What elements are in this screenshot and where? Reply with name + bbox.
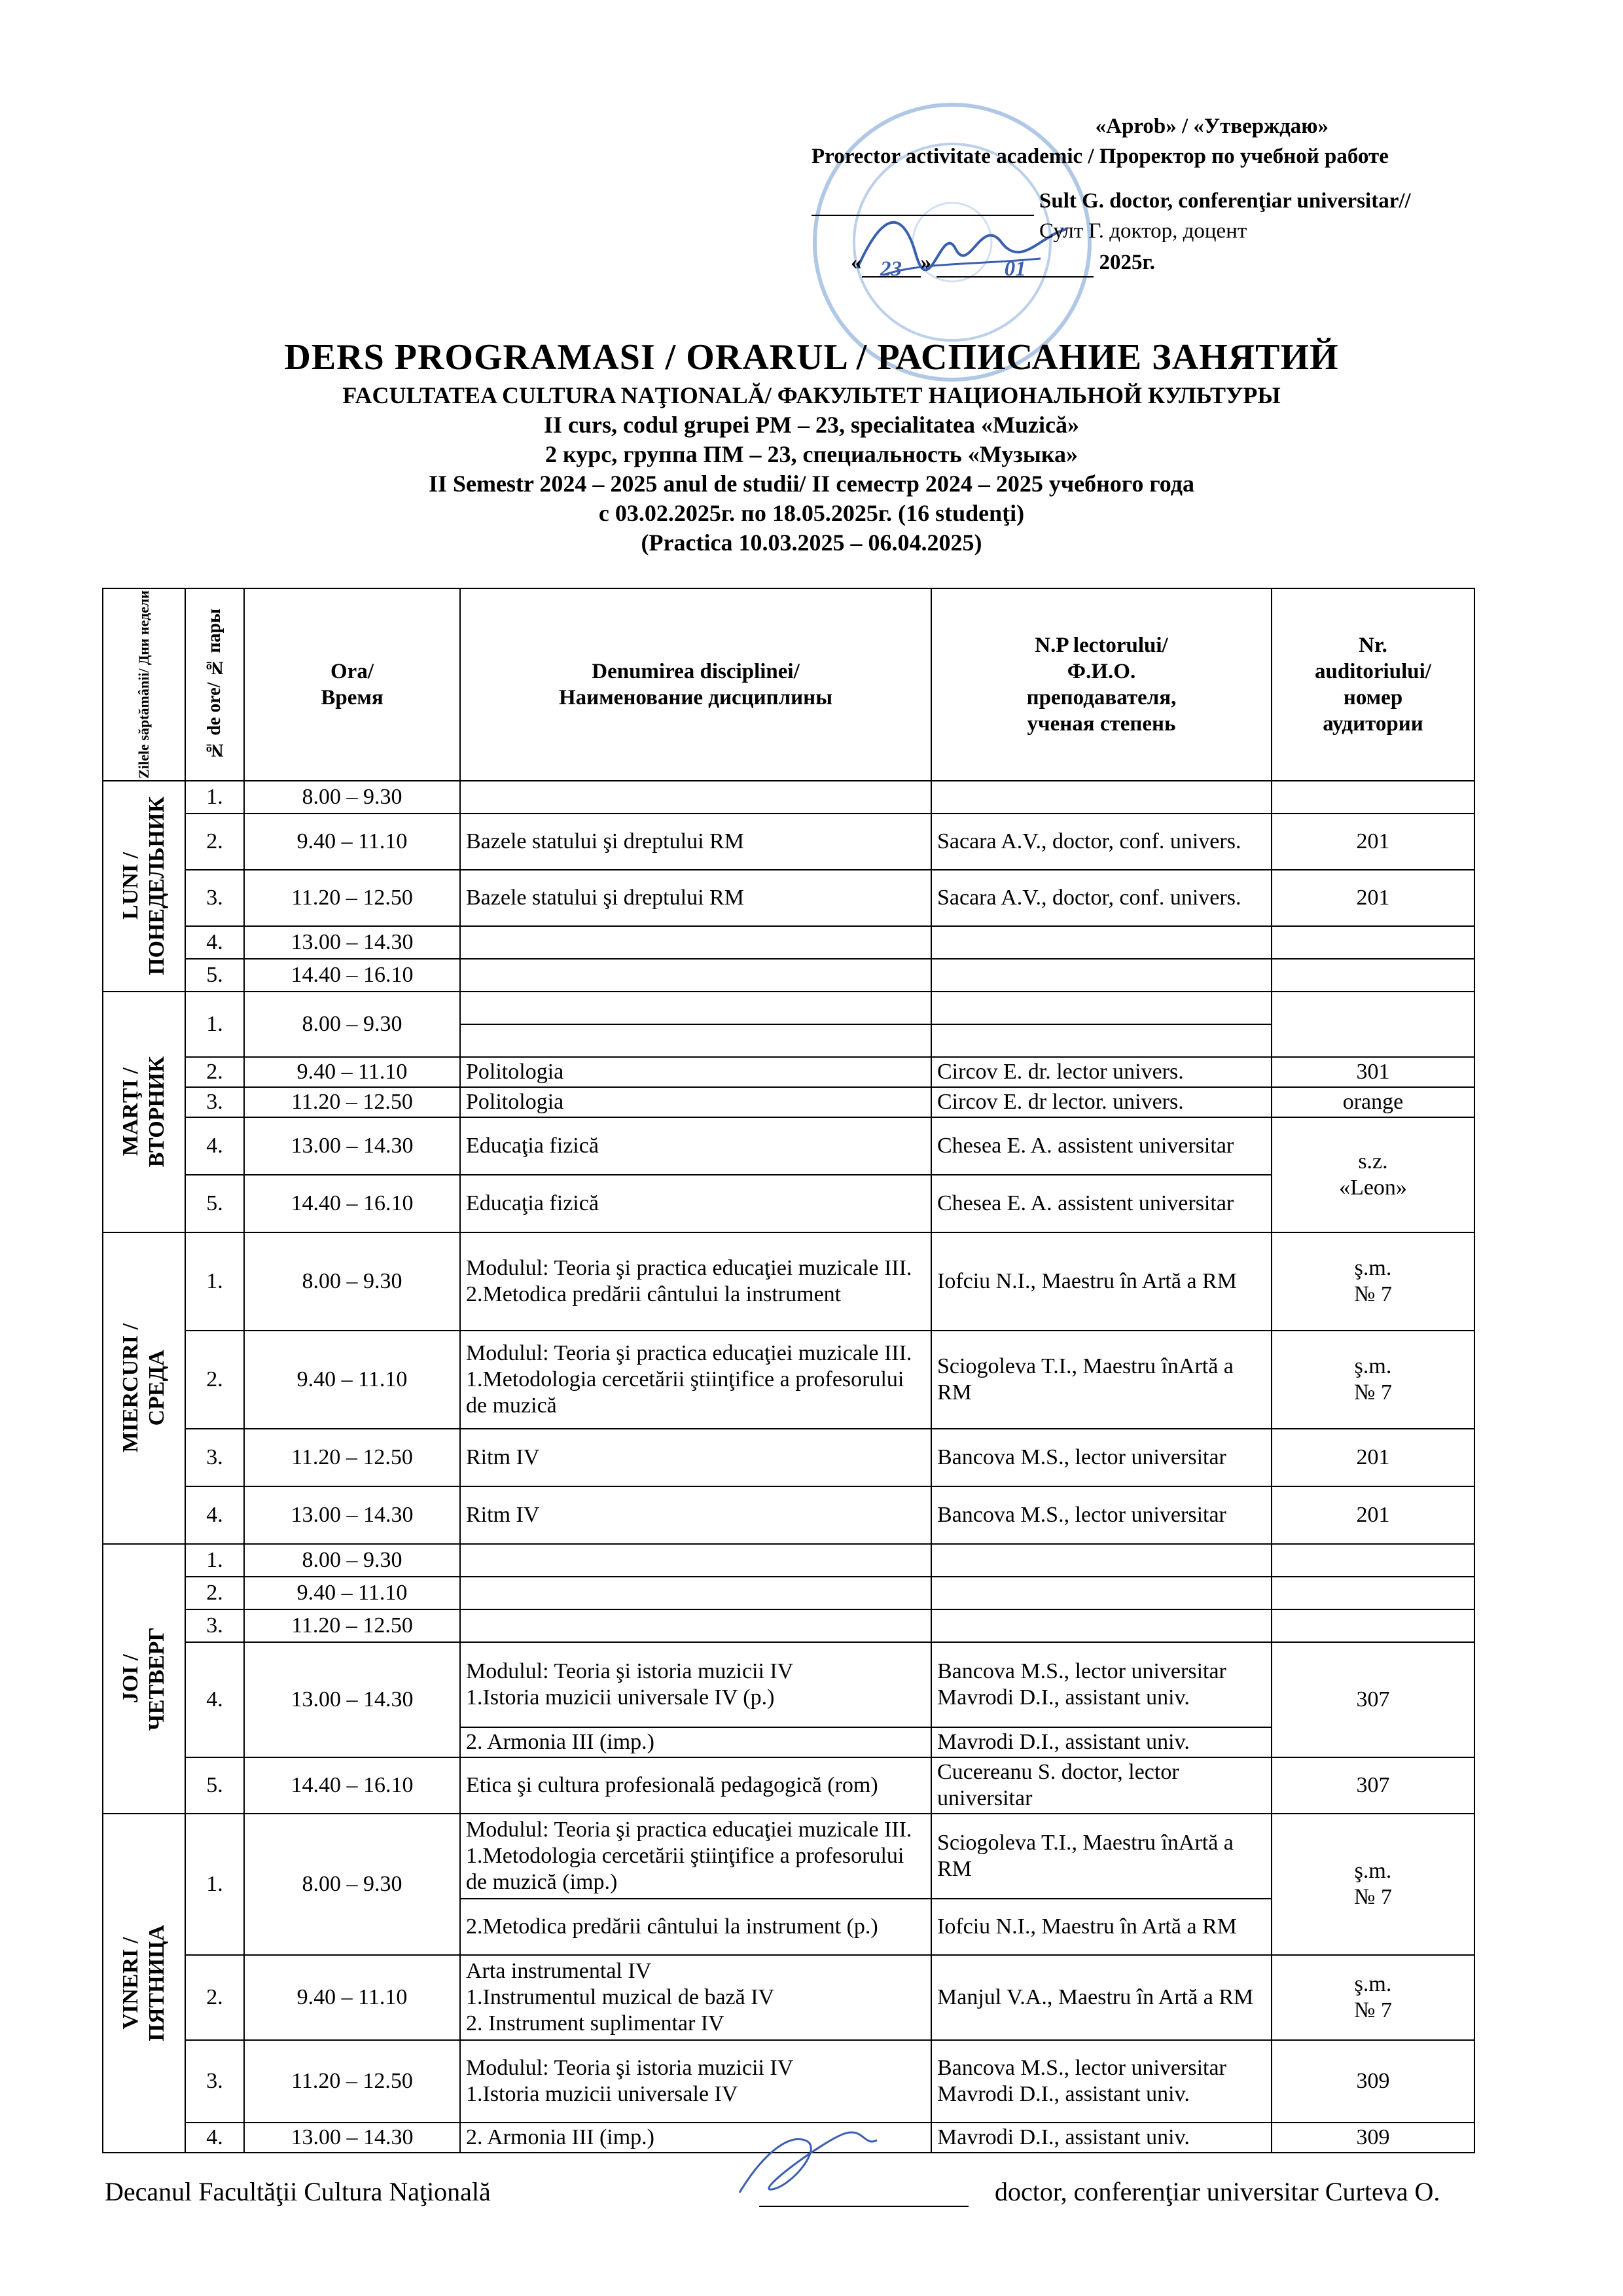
teacher-cell: Iofciu N.I., Maestru în Artă a RM	[931, 1899, 1272, 1955]
pair-num: 3.	[185, 1429, 244, 1486]
pair-num: 1.	[185, 1544, 244, 1577]
discipline-cell: 2. Armonia III (imp.)	[460, 1727, 931, 1757]
table-row	[103, 992, 1474, 1057]
pair-num: 1.	[185, 1232, 244, 1331]
discipline-cell	[460, 1609, 931, 1642]
document-title: DERS PROGRAMASI / ORARUL / РАСПИСАНИЕ ЗАНЯТИЙ	[284, 337, 1339, 378]
pair-time: 13.00 – 14.30	[244, 1117, 460, 1175]
room-cell: 307	[1272, 1642, 1474, 1757]
pair-time: 14.40 – 16.10	[244, 959, 460, 992]
room-cell	[1272, 926, 1474, 959]
pair-time: 13.00 – 14.30	[244, 2123, 460, 2153]
teacher-cell: Cucereanu S. doctor, lector universitar	[931, 1757, 1272, 1814]
pair-num: 4.	[185, 2123, 244, 2153]
discipline-cell: Bazele statului şi dreptului RM	[460, 814, 931, 870]
discipline-cell: Politologia	[460, 1057, 931, 1087]
pair-num: 1.	[185, 992, 244, 1057]
teacher-cell	[931, 959, 1272, 992]
teacher-cell	[931, 1544, 1272, 1577]
table-row	[103, 926, 1474, 959]
room-cell: ş.m. № 7	[1272, 1955, 1474, 2040]
pair-time: 13.00 – 14.30	[244, 926, 460, 959]
dean-title: doctor, conferenţiar universitar Curteva O.	[995, 2177, 1440, 2206]
teacher-cell: Bancova M.S., lector universitar	[931, 1486, 1272, 1544]
discipline-cell: Modulul: Teoria şi istoria muzicii IV 1.Istoria muzicii universale IV	[460, 2040, 931, 2123]
pair-num: 3.	[185, 870, 244, 926]
date-year: 2025г.	[1099, 251, 1156, 274]
table-row	[103, 1609, 1474, 1642]
teacher-cell	[931, 1577, 1272, 1609]
approval-signer: Sult G. doctor, conferenţiar universitar//	[1039, 189, 1411, 213]
pair-num: 1.	[185, 781, 244, 814]
teacher-cell: Sacara A.V., doctor, conf. univers.	[931, 870, 1272, 926]
header-num: № de ore/ № пары	[185, 588, 244, 781]
pair-num: 4.	[185, 926, 244, 959]
discipline-cell	[460, 781, 931, 814]
pair-time: 8.00 – 9.30	[244, 1814, 460, 1955]
table-row	[103, 1057, 1474, 1087]
faculty-line: FACULTATEA CULTURA NAŢIONALĂ/ ФАКУЛЬТЕТ НАЦИОНАЛЬНОЙ КУЛЬТУРЫ	[342, 382, 1281, 408]
table-row	[103, 959, 1474, 992]
teacher-cell: Manjul V.A., Maestru în Artă a RM	[931, 1955, 1272, 2040]
period-line: c 03.02.2025г. по 18.05.2025г. (16 studenţi)	[598, 500, 1025, 526]
teacher-cell: Mavrodi D.I., assistant univ.	[931, 1727, 1272, 1757]
discipline-cell	[460, 1577, 931, 1609]
teacher-cell	[931, 1609, 1272, 1642]
room-cell	[1272, 1609, 1474, 1642]
pair-time: 9.40 – 11.10	[244, 1331, 460, 1429]
teacher-cell: Bancova M.S., lector universitar	[931, 1429, 1272, 1486]
pair-time: 13.00 – 14.30	[244, 1642, 460, 1757]
room-cell	[1272, 992, 1474, 1057]
pair-num: 1.	[185, 1814, 244, 1955]
room-cell	[1272, 1544, 1474, 1577]
room-cell: 307	[1272, 1757, 1474, 1814]
pair-num: 5.	[185, 1757, 244, 1814]
discipline-cell: 2. Armonia III (imp.)	[460, 2123, 931, 2153]
header-time: Ora/ Время	[244, 588, 460, 781]
room-cell: ş.m. № 7	[1272, 1232, 1474, 1331]
teacher-cell: Sciogoleva T.I., Maestru înArtă a RM	[931, 1331, 1272, 1429]
table-row	[103, 1331, 1474, 1429]
semester-line: II Semestr 2024 – 2025 anul de studii/ II семестр 2024 – 2025 учебного года	[429, 471, 1194, 497]
room-cell: 201	[1272, 870, 1474, 926]
table-row	[103, 2040, 1474, 2123]
table-row	[103, 1087, 1474, 1117]
table-row	[103, 1955, 1474, 2040]
pair-time: 11.20 – 12.50	[244, 2040, 460, 2123]
day-tuesday: MARŢI / ВТОРНИК	[103, 992, 185, 1232]
table-row	[103, 1117, 1474, 1175]
discipline-cell: Politologia	[460, 1087, 931, 1117]
room-cell: 201	[1272, 814, 1474, 870]
pair-time: 13.00 – 14.30	[244, 1486, 460, 1544]
discipline-cell: Ritm IV	[460, 1429, 931, 1486]
pair-num: 4.	[185, 1486, 244, 1544]
pair-time: 8.00 – 9.30	[244, 1232, 460, 1331]
header-teacher: N.P lectorului/ Ф.И.О. преподавателя, ученая степень	[931, 588, 1272, 781]
table-row	[103, 1544, 1474, 1577]
pair-time: 9.40 – 11.10	[244, 814, 460, 870]
teacher-cell: Bancova M.S., lector universitar Mavrodi D.I., assistant univ.	[931, 1642, 1272, 1727]
day-friday: VINERI / ПЯТНИЦА	[103, 1814, 185, 2153]
room-cell: orange	[1272, 1087, 1474, 1117]
day-monday: LUNI / ПОНЕДЕЛЬНИК	[103, 781, 185, 992]
table-row	[103, 870, 1474, 926]
date-close: »	[920, 251, 931, 274]
room-cell	[1272, 781, 1474, 814]
teacher-cell	[931, 992, 1272, 1057]
room-cell: ş.m. № 7	[1272, 1331, 1474, 1429]
pair-num: 4.	[185, 1117, 244, 1175]
pair-num: 3.	[185, 1609, 244, 1642]
table-row	[103, 1814, 1474, 1899]
pair-time: 11.20 – 12.50	[244, 870, 460, 926]
teacher-cell: Sciogoleva T.I., Maestru înArtă a RM	[931, 1814, 1272, 1899]
pair-num: 4.	[185, 1642, 244, 1757]
pair-num: 2.	[185, 1057, 244, 1087]
room-cell: 309	[1272, 2123, 1474, 2153]
table-row	[103, 1429, 1474, 1486]
discipline-cell	[460, 1544, 931, 1577]
teacher-cell: Chesea E. A. assistent universitar	[931, 1175, 1272, 1232]
pair-time: 9.40 – 11.10	[244, 1057, 460, 1087]
teacher-cell: Chesea E. A. assistent universitar	[931, 1117, 1272, 1175]
discipline-cell: Educaţia fizică	[460, 1175, 931, 1232]
teacher-cell: Iofciu N.I., Maestru în Artă a RM	[931, 1232, 1272, 1331]
pair-time: 8.00 – 9.30	[244, 1544, 460, 1577]
teacher-cell: Circov E. dr lector. univers.	[931, 1087, 1272, 1117]
room-cell: 201	[1272, 1429, 1474, 1486]
approval-line1: «Aprob» / «Утверждаю»	[1095, 115, 1329, 138]
table-row	[103, 781, 1474, 814]
approval-line2: Prorector activitate academic / Проректор по учебной работе	[812, 145, 1389, 168]
discipline-cell: Educaţia fizică	[460, 1117, 931, 1175]
pair-time: 11.20 – 12.50	[244, 1609, 460, 1642]
discipline-cell	[460, 959, 931, 992]
table-row	[103, 1757, 1474, 1814]
dean-label: Decanul Facultăţii Cultura Naţională	[105, 2177, 491, 2206]
practice-line: (Practica 10.03.2025 – 06.04.2025)	[641, 529, 982, 556]
schedule-table	[102, 588, 1475, 2153]
discipline-cell	[460, 992, 931, 1057]
header-room: Nr. auditoriului/ номер аудитории	[1272, 588, 1474, 781]
day-thursday: JOI / ЧЕТВЕРГ	[103, 1544, 185, 1814]
table-row	[103, 1175, 1474, 1232]
room-cell	[1272, 959, 1474, 992]
signature-blank	[812, 190, 1034, 216]
footer	[105, 2176, 1518, 2207]
pair-num: 3.	[185, 2040, 244, 2123]
discipline-cell: 2.Metodica predării cântului la instrument (p.)	[460, 1899, 931, 1955]
approval-date	[812, 247, 1479, 281]
discipline-cell: Bazele statului şi dreptului RM	[460, 870, 931, 926]
room-cell: 201	[1272, 1486, 1474, 1544]
pair-num: 5.	[185, 959, 244, 992]
table-header-row	[103, 588, 1474, 781]
room-cell: s.z. «Leon»	[1272, 1117, 1474, 1232]
date-open: «	[851, 251, 862, 274]
pair-time: 9.40 – 11.10	[244, 1577, 460, 1609]
pair-time: 14.40 – 16.10	[244, 1175, 460, 1232]
pair-num: 3.	[185, 1087, 244, 1117]
discipline-cell: Modulul: Teoria şi practica educaţiei muzicale III. 1.Metodologia cercetării ştiinţifice a profesorului de muzică (imp.)	[460, 1814, 931, 1899]
discipline-cell: Modulul: Teoria şi practica educaţiei muzicale III. 2.Metodica predării cântului la instrument	[460, 1232, 931, 1331]
teacher-cell: Sacara A.V., doctor, conf. univers.	[931, 814, 1272, 870]
discipline-cell	[460, 926, 931, 959]
approval-signer-ru: Султ Г. доктор, доцент	[1039, 219, 1247, 243]
pair-time: 11.20 – 12.50	[244, 1087, 460, 1117]
date-day: 23	[862, 254, 921, 278]
pair-time: 14.40 – 16.10	[244, 1757, 460, 1814]
teacher-cell: Bancova M.S., lector universitar Mavrodi D.I., assistant univ.	[931, 2040, 1272, 2123]
table-row	[103, 1232, 1474, 1331]
teacher-cell: Circov E. dr. lector univers.	[931, 1057, 1272, 1087]
discipline-cell: Arta instrumental IV 1.Instrumentul muzical de bază IV 2. Instrument suplimentar IV	[460, 1955, 931, 2040]
pair-num: 2.	[185, 1577, 244, 1609]
teacher-cell	[931, 926, 1272, 959]
room-cell	[1272, 1577, 1474, 1609]
date-month: 01	[936, 254, 1094, 278]
signature-line	[759, 2179, 969, 2207]
pair-time: 8.00 – 9.30	[244, 992, 460, 1057]
pair-time: 8.00 – 9.30	[244, 781, 460, 814]
pair-num: 2.	[185, 1331, 244, 1429]
discipline-cell: Etica şi cultura profesională pedagogică (rom)	[460, 1757, 931, 1814]
approval-block	[812, 111, 1479, 281]
table-row	[103, 1486, 1474, 1544]
approval-signature-line	[812, 186, 1479, 216]
room-cell: ş.m. № 7	[1272, 1814, 1474, 1955]
teacher-cell	[931, 781, 1272, 814]
day-wednesday: MIERCURI / СРЕДА	[103, 1232, 185, 1544]
course-ru: 2 курс, группа ПМ – 23, специальность «Музыка»	[544, 441, 1079, 467]
pair-num: 2.	[185, 814, 244, 870]
header-days: Zilele săptămânii/ Дни недели	[103, 588, 185, 781]
header-discipline: Denumirea disciplinei/ Наименование дисциплины	[460, 588, 931, 781]
table-row	[103, 1577, 1474, 1609]
room-cell: 301	[1272, 1057, 1474, 1087]
room-cell: 309	[1272, 2040, 1474, 2123]
table-row	[103, 814, 1474, 870]
discipline-cell: Ritm IV	[460, 1486, 931, 1544]
document-titles	[0, 334, 1623, 558]
pair-time: 11.20 – 12.50	[244, 1429, 460, 1486]
discipline-cell: Modulul: Teoria şi istoria muzicii IV 1.Istoria muzicii universale IV (p.)	[460, 1642, 931, 1727]
pair-num: 2.	[185, 1955, 244, 2040]
pair-time: 9.40 – 11.10	[244, 1955, 460, 2040]
discipline-cell: Modulul: Teoria şi practica educaţiei muzicale III. 1.Metodologia cercetării ştiinţifice a profesorului de muzică	[460, 1331, 931, 1429]
pair-num: 5.	[185, 1175, 244, 1232]
course-ro: II curs, codul grupei PM – 23, specialitatea «Muzică»	[544, 412, 1079, 438]
table-row	[103, 1642, 1474, 1727]
teacher-cell: Mavrodi D.I., assistant univ.	[931, 2123, 1272, 2153]
